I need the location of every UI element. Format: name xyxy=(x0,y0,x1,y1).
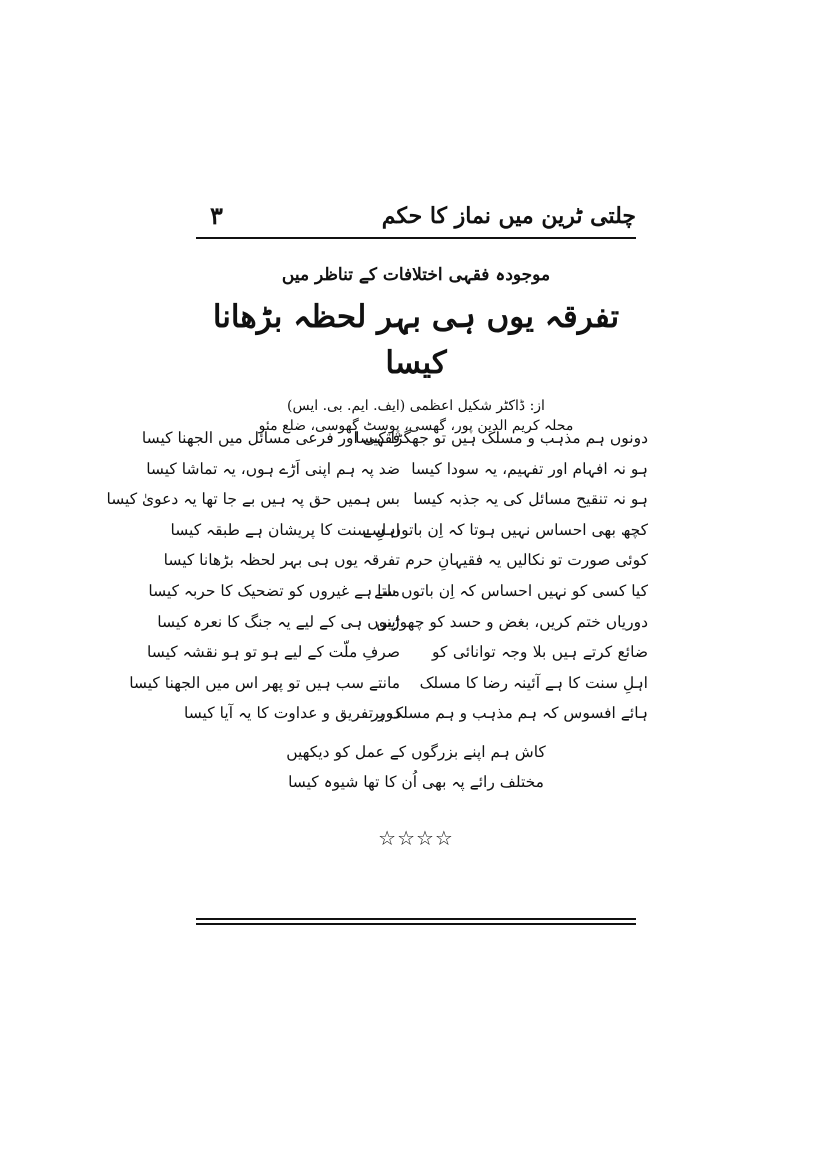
poem-couplet xyxy=(184,698,648,729)
misra-first: کیا کسی کو نہیں احساس کہ اِن باتوں سے xyxy=(374,581,648,600)
article-author: از: ڈاکٹر شکیل اعظمی (ایف. ایم. بی. ایس) xyxy=(287,398,545,414)
header-rule xyxy=(196,237,636,239)
poem-couplet xyxy=(163,545,648,576)
footer-rule xyxy=(196,918,636,920)
poem xyxy=(106,423,648,729)
article-heading xyxy=(196,262,636,436)
footer-rule xyxy=(196,923,636,925)
running-header xyxy=(196,200,636,236)
article-kicker: موجودہ فقہی اختلافات کے تناظر میں xyxy=(281,265,551,285)
misra-first: کوئی صورت تو نکالیں یہ فقیہانِ حرم xyxy=(405,551,648,570)
poem-couplet xyxy=(106,484,648,515)
misra-second: اہلِ سنت کا پریشان ہے طبقہ کیسا xyxy=(170,520,400,539)
misra-second: دور تفریق و عداوت کا یہ آیا کیسا xyxy=(184,704,400,723)
misra-first: ہو نہ افہام اور تفہیم، یہ سودا کیسا xyxy=(411,459,648,478)
misra-second: اپنوں ہی کے لیے یہ جنگ کا نعرہ کیسا xyxy=(157,612,400,631)
misra-first: ضائع کرتے ہیں بلا وجہ توانائی کو xyxy=(432,643,648,662)
misra-second: صرفِ ملّت کے لیے ہو تو ہو نقشہ کیسا xyxy=(147,643,400,662)
misra-second: ضد پہ ہم اپنی اَڑے ہوں، یہ تماشا کیسا xyxy=(146,459,400,478)
poem-couplet xyxy=(146,454,648,485)
misra-second: بس ہمیں حق پہ ہیں بے جا تھا یہ دعویٰ کیسا xyxy=(106,490,400,509)
misra-first: ہائے افسوس کہ ہم مذہب و ہم مسلک پر xyxy=(371,704,648,723)
poem-couplet xyxy=(148,576,648,607)
misra-first: کچھ بھی احساس نہیں ہوتا کہ اِن باتوں سے xyxy=(362,520,648,539)
poem-couplet xyxy=(129,668,648,699)
page-number: ۳ xyxy=(210,201,223,230)
article-title: تفرقہ یوں ہی بہر لحظہ بڑھانا کیسا xyxy=(212,299,620,381)
poem-couplet xyxy=(147,637,648,668)
misra-second: فقہی اور فرعی مسائل میں الجھنا کیسا xyxy=(141,429,400,447)
article-address: محلہ کریم الدین پور، گھسی، پوسٹ گھوسی، ضلع مئو xyxy=(258,418,574,434)
misra-second: ملتا ہے غیروں کو تضحیک کا حربہ کیسا xyxy=(148,581,400,600)
closing-line: مختلف رائے پہ بھی اُن کا تھا شیوہ کیسا xyxy=(288,773,544,791)
closing-couplet xyxy=(276,737,556,797)
misra-first: دونوں ہم مذہب و مسلک ہیں تو جھگڑا کیسا xyxy=(355,429,648,447)
misra-second: تفرقہ یوں ہی بہر لحظہ بڑھانا کیسا xyxy=(163,551,400,570)
star-ornament: ☆☆☆☆ xyxy=(378,826,454,850)
poem-couplet xyxy=(157,607,648,638)
misra-first: دوریاں ختم کریں، بغض و حسد کو چھوڑیں xyxy=(376,612,648,631)
misra-second: مانتے سب ہیں تو پھر اس میں الجھنا کیسا xyxy=(129,673,400,692)
misra-first: اہلِ سنت کا ہے آئینہ رضا کا مسلک xyxy=(419,673,648,692)
poem-couplet xyxy=(141,423,648,454)
closing-line: کاش ہم اپنے بزرگوں کے عمل کو دیکھیں xyxy=(286,743,546,761)
poem-couplet xyxy=(170,515,648,546)
running-title: چلتی ٹرین میں نماز کا حکم xyxy=(381,203,636,229)
misra-first: ہو نہ تنقیح مسائل کی یہ جذبہ کیسا xyxy=(413,490,648,509)
